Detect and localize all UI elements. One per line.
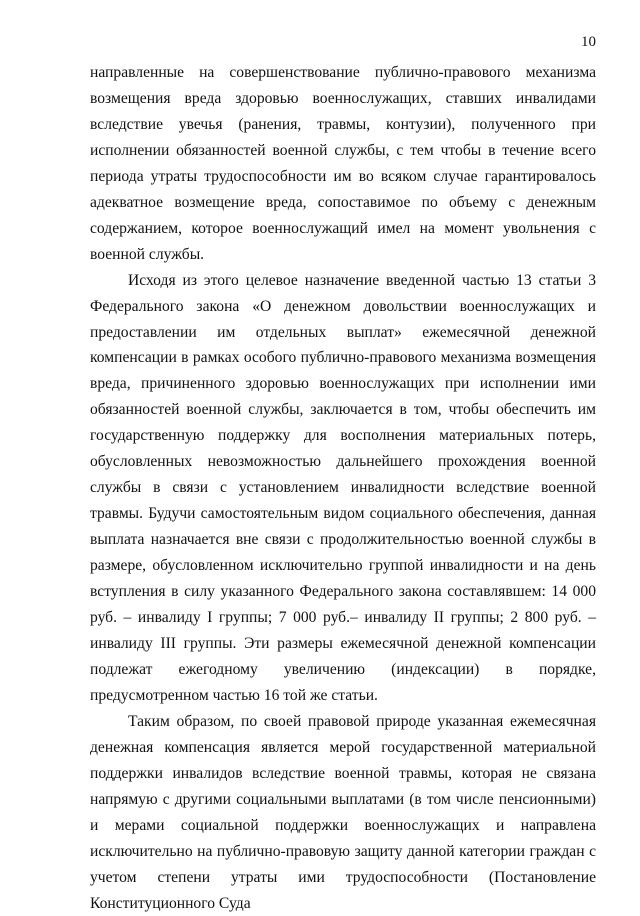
paragraph: Таким образом, по своей правовой природе указанная ежемесячная денежная компенсация является мерой государственной материальной поддержки инвалидов вследствие военной травмы, которая не связана напрямую с другими социальными выплатами (в том числе пенсионными) и мерами социальной поддержки военнослужащих и направлена исключительно на публично-правовую защиту данной категории граждан с учетом степени утраты ими трудоспособности (Постановление Конституционного Суда [90,712,596,912]
paragraph-continuation: направленные на совершенствование публично-правового механизма возмещения вреда здоровью военнослужащих, ставших инвалидами вследствие увечья (ранения, травмы, контузии), полученного при исполнении обязанностей военной службы, с тем чтобы в течение всего периода утраты трудоспособности им во всяком случае гарантировалось адекватное возмещение вреда, сопоставимое по объему с денежным содержанием, которое военнослужащий имел на момент увольнения с военной службы. [90,64,596,263]
paragraph: Исходя из этого целевое назначение введенной частью 13 статьи 3 Федерального закона «О денежном довольствии военнослужащих и предоставлении им отдельных выплат» ежемесячной денежной компенсации в рамках особого публично-правового механизма возмещения вреда, причиненного здоровью военнослужащих при исполнении ими обязанностей военной службы, заключается в том, чтобы обеспечить им государственную поддержку для восполнения материальных потерь, обусловленных невозможностью дальнейшего прохождения военной службы в связи с установлением инвалидности вследствие военной травмы. Будучи самостоятельным видом социального обеспечения, данная выплата назначается вне связи с продолжительностью военной службы в размере, обусловленном исключительно группой инвалидности и на день вступления в силу указанного Федерального закона составлявшем: 14 000 руб. – инвалиду I группы; 7 000 руб.– инвалиду II группы; 2 800 руб. – инвалиду III группы. Эти размеры ежемесячной денежной компенсации подлежат ежегодному увеличению (индексации) в порядке, предусмотренном частью 16 той же статьи. [90,271,596,704]
document-body [90,60,596,916]
page-number: 10 [581,34,596,50]
